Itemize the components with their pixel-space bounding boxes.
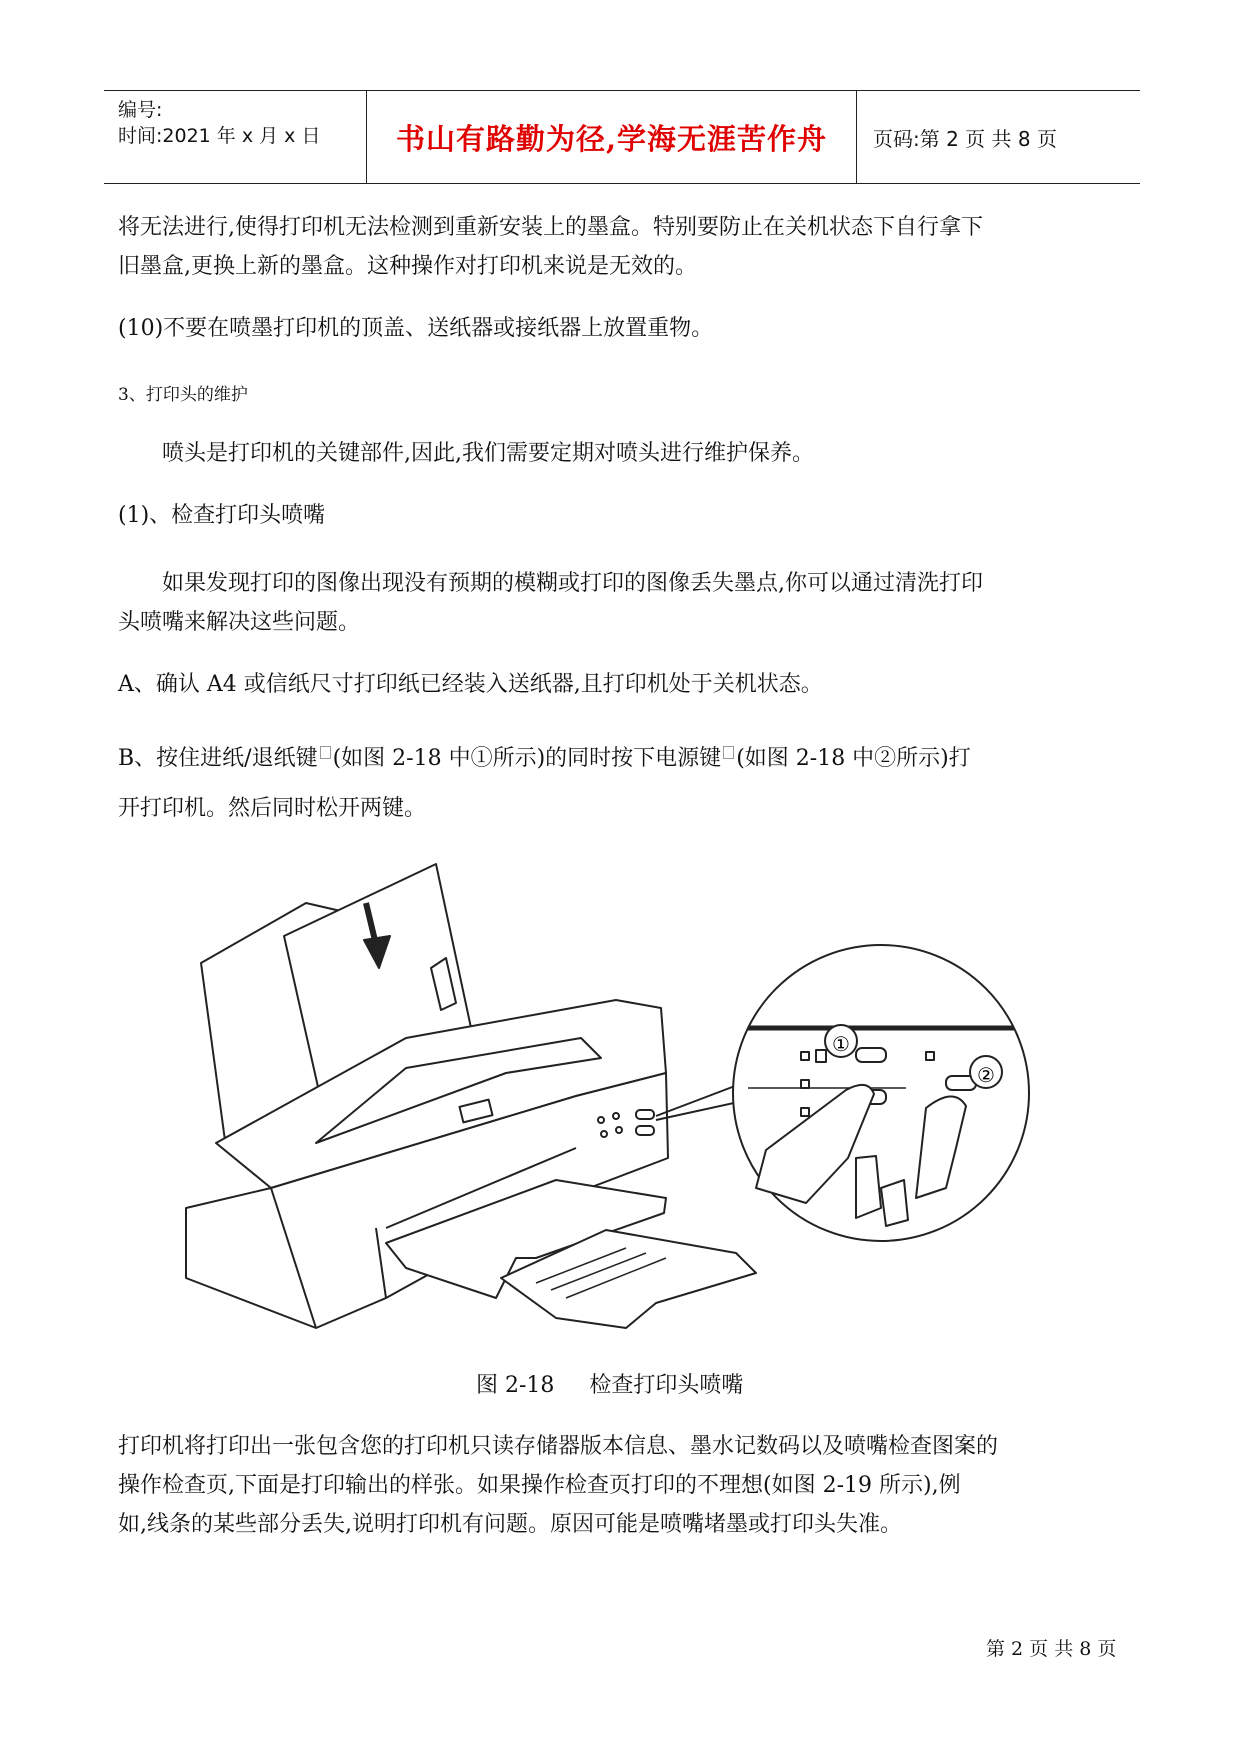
- printer-illustration: [156, 858, 1066, 1338]
- paragraph-2-line-1: 如果发现打印的图像出现没有预期的模糊或打印的图像丢失墨点,你可以通过清洗打印: [162, 571, 983, 596]
- document-number-label: 编号:: [118, 99, 163, 121]
- step-a: A、确认 A4 或信纸尺寸打印纸已经装入送纸器,且打印机处于关机状态。: [118, 672, 823, 697]
- header-motto-cell: [367, 91, 857, 183]
- item-10: (10)不要在喷墨打印机的顶盖、送纸器或接纸器上放置重物。: [118, 316, 714, 341]
- printer-figure: [156, 858, 1066, 1338]
- header-page-cell: [857, 91, 1140, 183]
- intro-paragraph: 喷头是打印机的关键部件,因此,我们需要定期对喷头进行维护保养。: [162, 441, 814, 466]
- figure-caption: 图 2-18 检查打印头喷嘴: [476, 1373, 744, 1398]
- callout-1-label: ①: [832, 1032, 850, 1056]
- callout-2-label: ②: [977, 1063, 995, 1087]
- header-meta: [104, 91, 367, 183]
- header-motto: 书山有路勤为径,学海无涯苦作舟: [395, 121, 828, 156]
- paragraph-3-line-1: 打印机将打印出一张包含您的打印机只读存储器版本信息、墨水记数码以及喷嘴检查图案的: [118, 1434, 999, 1459]
- paragraph-1-line-1: 将无法进行,使得打印机无法检测到重新安装上的墨盒。特别要防止在关机状态下自行拿下: [118, 215, 983, 240]
- page-header: [104, 90, 1140, 184]
- header-page-info: 页码:第 2 页 共 8 页: [873, 126, 1057, 151]
- paragraph-1-line-2: 旧墨盒,更换上新的墨盒。这种操作对打印机来说是无效的。: [118, 254, 697, 279]
- subsection-1-heading: (1)、检查打印头喷嘴: [118, 503, 326, 528]
- paragraph-3-line-2: 操作检查页,下面是打印输出的样张。如果操作检查页打印的不理想(如图 2-19 所示),例: [118, 1473, 961, 1498]
- page-footer: 第 2 页 共 8 页: [986, 1638, 1117, 1660]
- document-time-label: 时间:2021 年 x 月 x 日: [118, 125, 321, 147]
- paragraph-2-line-2: 头喷嘴来解决这些问题。: [118, 610, 361, 635]
- step-b-part-1: B、按住进纸/退纸键: [118, 746, 318, 771]
- step-b-line-2: 开打印机。然后同时松开两键。: [118, 796, 427, 821]
- step-b-part-3: (如图 2-18 中②所示)打: [736, 746, 971, 771]
- section-3-heading: 3、打印头的维护: [118, 385, 248, 405]
- step-b-part-2: (如图 2-18 中①所示)的同时按下电源键: [332, 746, 722, 771]
- power-key-icon: [723, 746, 734, 759]
- paragraph-3-line-3: 如,线条的某些部分丢失,说明打印机有问题。原因可能是喷嘴堵墨或打印头失准。: [118, 1512, 902, 1537]
- paper-feed-key-icon: [320, 746, 331, 759]
- step-b-line-1: [118, 739, 971, 778]
